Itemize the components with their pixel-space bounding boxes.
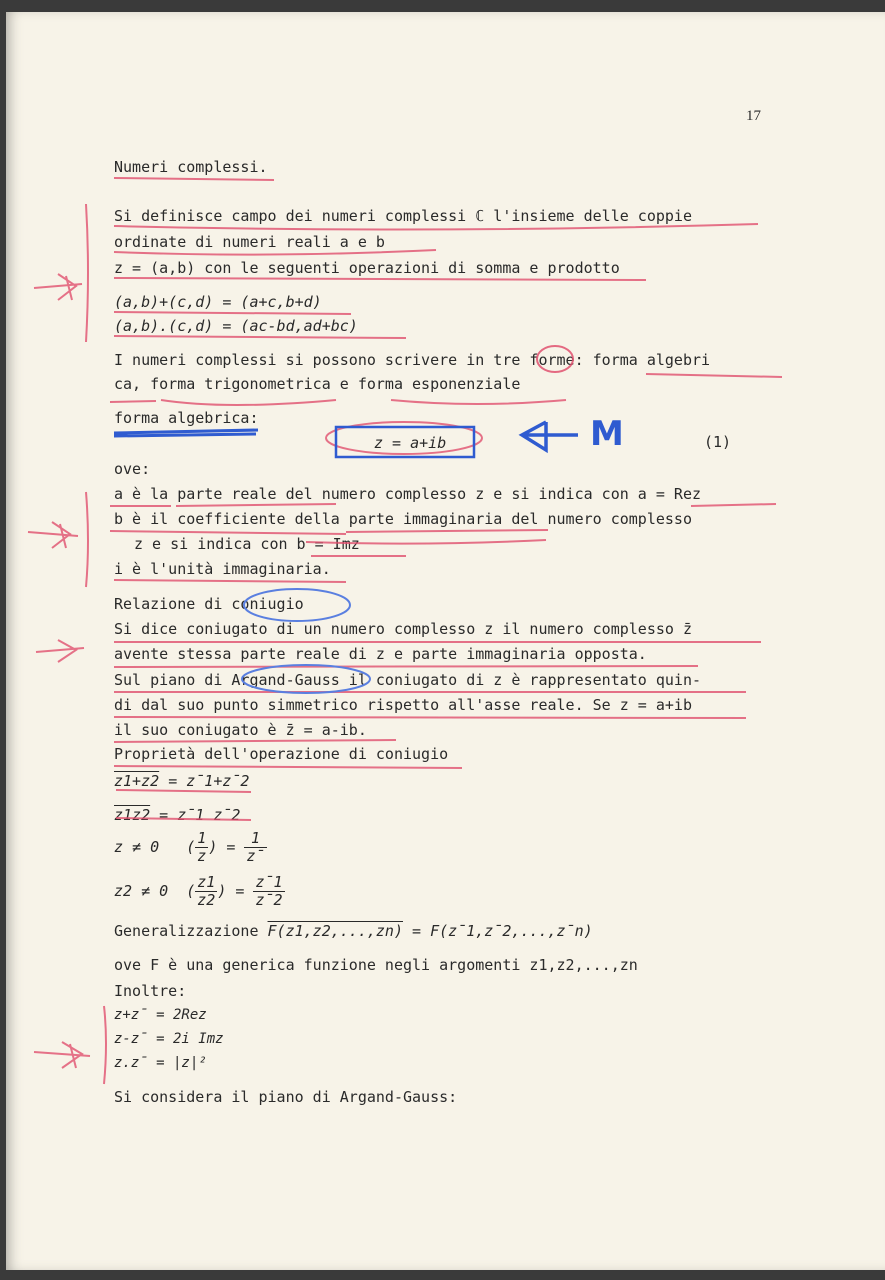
property-3-fraction: [195, 830, 208, 865]
property-3-equals: =: [226, 838, 236, 856]
where-i-line: i è l'unità immaginaria.: [114, 560, 331, 578]
conjugate-line-3: Sul piano di Argand-Gauss il coniugato di z è rappresentato quin-: [114, 671, 701, 689]
where-a-line: a è la parte reale del numero complesso z e si indica con a = Rez: [114, 485, 701, 503]
definition-line-3: z = (a,b) con le seguenti operazioni di somma e prodotto: [114, 259, 620, 277]
property-4-denominator: z2: [197, 891, 216, 909]
blue-underline-forma-algebrica: [114, 430, 258, 436]
product-operation: (a,b).(c,d) = (ac-bd,ad+bc): [114, 317, 358, 335]
property-3-numerator: 1: [197, 829, 207, 847]
property-1-rhs: = z̄1+z̄2: [168, 772, 250, 790]
generalization-label: Generalizzazione: [114, 922, 259, 940]
properties-heading: Proprietà dell'operazione di coniugio: [114, 745, 449, 763]
property-3-rhs-denominator: z̄: [246, 847, 265, 865]
conjugate-heading: Relazione di coniugio: [114, 595, 304, 613]
section-title: Numeri complessi.: [114, 158, 268, 176]
red-margin-bars: [86, 204, 106, 1084]
forms-line-1: I numeri complessi si possono scrivere in tre forme: forma algebri: [114, 351, 711, 369]
property-4-rhs-denominator: z̄2: [255, 891, 283, 909]
forms-line-2: ca, forma trigonometrica e forma esponenziale: [114, 375, 521, 393]
property-1-lhs: z1+z2: [114, 772, 160, 790]
property-3-rhs-numerator: 1: [244, 830, 266, 848]
property-4-numerator: z1: [197, 873, 216, 891]
property-1: [114, 772, 249, 790]
conjugate-line-5: il suo coniugato è z̄ = a-ib.: [114, 721, 367, 739]
property-4-fraction: [195, 874, 217, 909]
where-label: ove:: [114, 460, 151, 478]
property-2-lhs: z1z2: [114, 806, 151, 824]
property-3-denominator: z: [197, 847, 207, 865]
generalization-rhs: = F(z̄1,z̄2,...,z̄n): [412, 922, 593, 940]
property-4-rhs-fraction: [253, 874, 284, 909]
closing-line: Si considera il piano di Argand-Gauss:: [114, 1088, 458, 1106]
property-4: z2 ≠ 0 ( $\frac{z1}{z2}$ ) = $\frac{z̄1}{z̄2}$: [114, 873, 283, 909]
also-equation-3: z.z̄ = |z|²: [114, 1055, 207, 1071]
also-equation-1: z+z̄ = 2Rez: [114, 1007, 207, 1023]
definition-line-2: ordinate di numeri reali a e b: [114, 233, 385, 251]
where-b-line-1: b è il coefficiente della parte immaginaria del numero complesso: [114, 510, 692, 528]
red-margin-arrows: [28, 274, 90, 1068]
algebraic-formula: z = a+ib: [374, 434, 447, 452]
property-3-condition: z ≠ 0: [114, 838, 160, 856]
conjugate-line-2: avente stessa parte reale di z e parte immaginaria opposta.: [114, 645, 647, 663]
equation-number: (1): [704, 433, 732, 451]
also-label: Inoltre:: [114, 982, 187, 1000]
property-3: z ≠ 0 ( $\frac{1}{z}$ ) = $\frac{1}{z̄}$: [114, 829, 265, 865]
generalization-line: [114, 922, 593, 940]
conjugate-line-4: di dal suo punto simmetrico rispetto all'asse reale. Se z = a+ib: [114, 696, 692, 714]
where-b-line-2: z e si indica con b = Imz: [134, 535, 360, 553]
property-2: [114, 806, 240, 824]
conjugate-line-1: Si dice coniugato di un numero complesso z il numero complesso z̄: [114, 620, 692, 638]
definition-line-1: Si definisce campo dei numeri complessi ℂ l'insieme delle coppie: [114, 207, 692, 225]
sum-operation: (a,b)+(c,d) = (a+c,b+d): [114, 293, 322, 311]
page-number: 17: [746, 108, 761, 124]
document-page: [6, 12, 885, 1270]
also-equation-2: z-z̄ = 2i Imz: [114, 1031, 224, 1047]
property-3-rhs-fraction: [244, 830, 266, 865]
handwritten-m-annotation: M: [590, 414, 624, 454]
property-4-rhs-numerator: z̄1: [255, 873, 283, 891]
property-4-condition: z2 ≠ 0: [114, 882, 169, 900]
handwritten-annotations: [6, 12, 885, 1270]
blue-arrow-icon: [522, 422, 578, 450]
property-2-rhs: = z̄1 z̄2: [159, 806, 241, 824]
generalization-note: ove F è una generica funzione negli argomenti z1,z2,...,zn: [114, 956, 638, 974]
generalization-lhs: F(z1,z2,...,zn): [267, 922, 403, 940]
algebraic-form-label: forma algebrica:: [114, 409, 259, 427]
property-4-equals: =: [235, 882, 245, 900]
